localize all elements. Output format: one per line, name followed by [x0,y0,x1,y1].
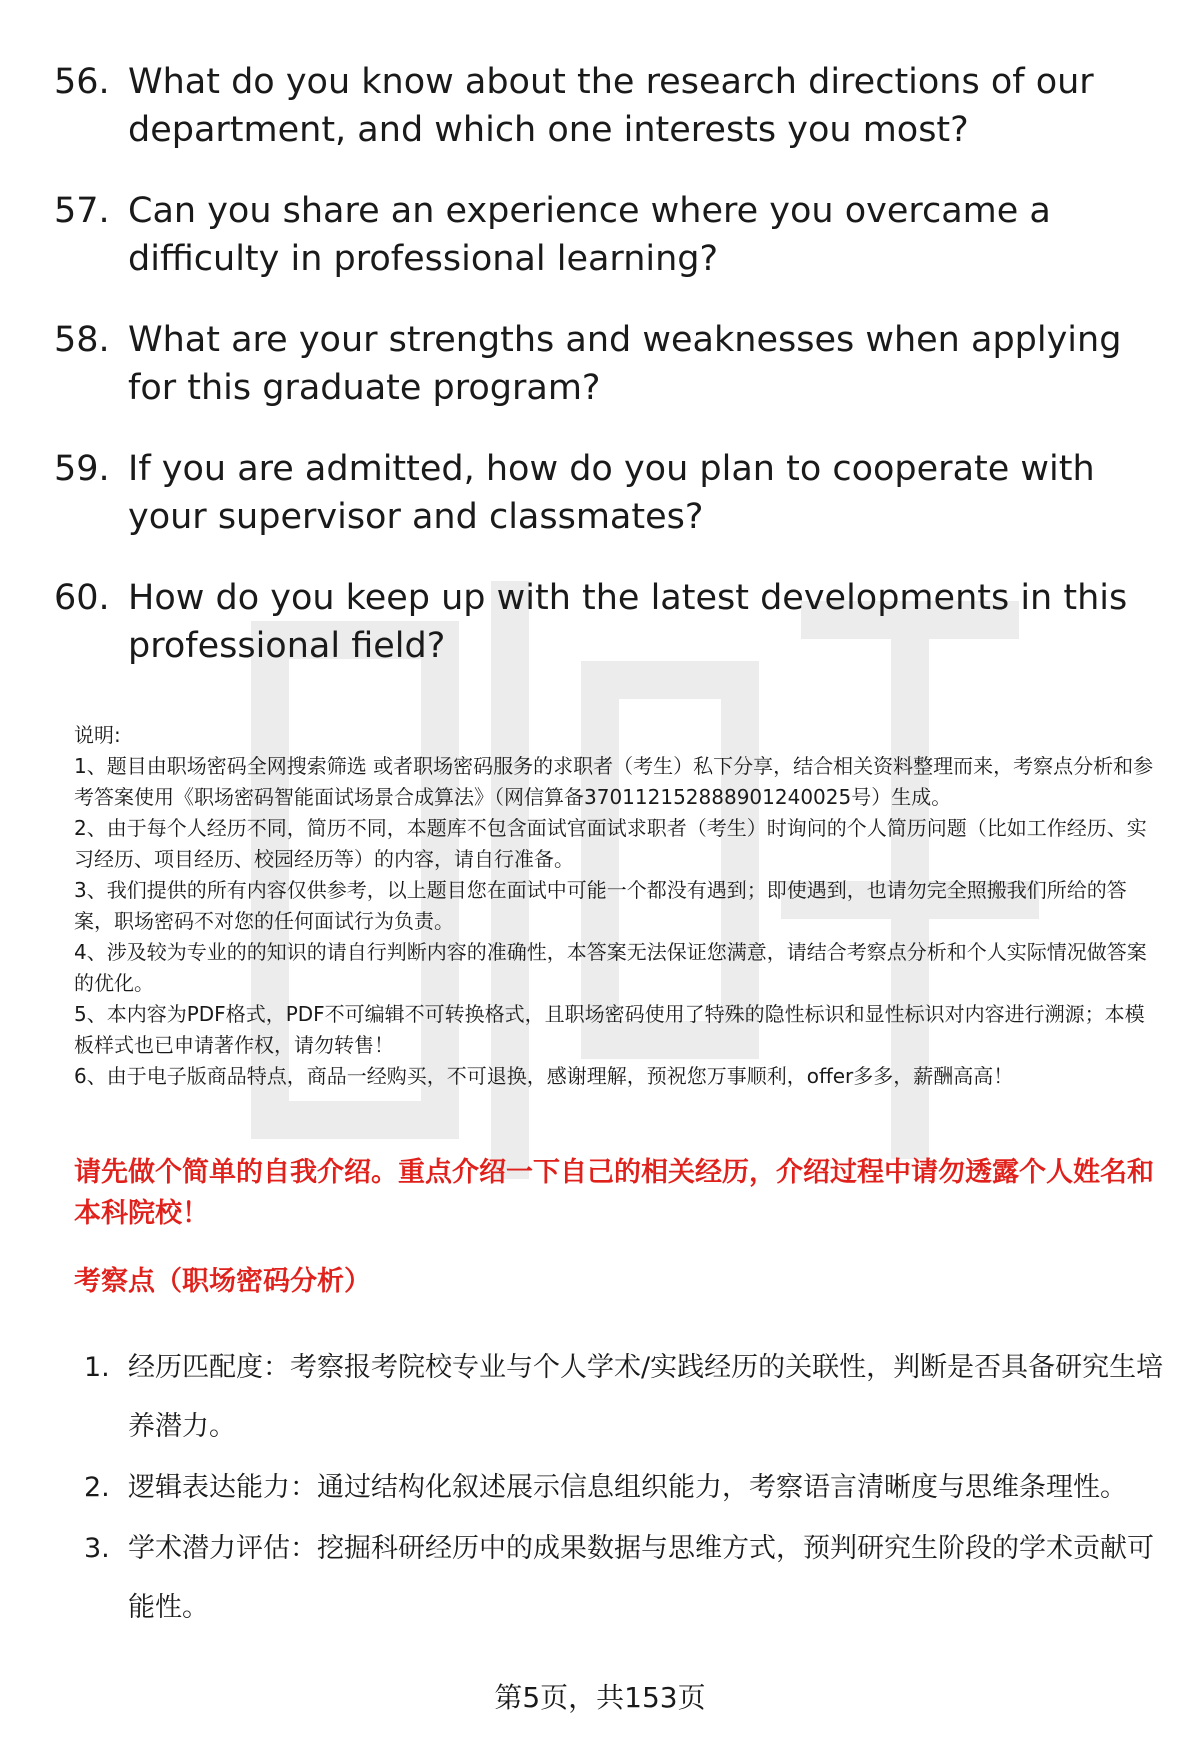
question-text: How do you keep up with the latest developments in this professional field? [128,578,1128,666]
list-item [84,1519,1164,1637]
list-item [84,1458,1164,1517]
point-text: 学术潜力评估：挖掘科研经历中的成果数据与思维方式，预判研究生阶段的学术贡献可能性。 [128,1533,1154,1623]
note-item: 4、涉及较为专业的的知识的请自行判断内容的准确性，本答案无法保证您满意，请结合考察点分析和个人实际情况做答案的优化。 [74,940,1147,995]
question-item [54,187,1164,283]
question-item [54,316,1164,412]
note-item: 6、由于电子版商品特点，商品一经购买，不可退换，感谢理解，预祝您万事顺利，offer多多，薪酬高高！ [74,1064,1014,1088]
question-list [54,58,1164,703]
question-text: What do you know about the research directions of our department, and which one interests you most? [128,62,1094,150]
question-item [54,574,1164,670]
note-item: 3、我们提供的所有内容仅供参考，以上题目您在面试中可能一个都没有遇到；即使遇到，也请勿完全照搬我们所给的答案，职场密码不对您的任何面试行为负责。 [74,878,1127,933]
point-number: 3. [84,1533,110,1564]
point-number: 2. [84,1472,110,1503]
notes-title: 说明: [74,723,121,747]
question-item [54,58,1164,154]
question-item [54,445,1164,541]
page-footer: 第5页，共153页 [494,1681,706,1714]
note-item: 1、题目由职场密码全网搜索筛选 或者职场密码服务的求职者（考生）私下分享，结合相关资料整理而来，考察点分析和参考答案使用《职场密码智能面试场景合成算法》（网信算备370112152888901240025号）生成。 [74,754,1154,809]
section-heading: 考察点（职场密码分析） [74,1266,371,1297]
note-item: 5、本内容为PDF格式，PDF不可编辑不可转换格式，且职场密码使用了特殊的隐性标识和显性标识对内容进行溯源；本模板样式也已申请著作权，请勿转售！ [74,1002,1145,1057]
question-number: 58. [54,320,110,360]
question-number: 60. [54,578,110,618]
question-number: 56. [54,62,110,102]
point-text: 经历匹配度：考察报考院校专业与个人学术/实践经历的关联性，判断是否具备研究生培养潜力。 [128,1352,1164,1442]
list-item [84,1338,1164,1456]
question-number: 57. [54,191,110,231]
question-text: Can you share an experience where you overcame a difficulty in professional learning? [128,191,1051,279]
point-text: 逻辑表达能力：通过结构化叙述展示信息组织能力，考察语言清晰度与思维条理性。 [128,1472,1127,1503]
notes-section [74,720,1164,1092]
question-number: 59. [54,449,110,489]
question-text: If you are admitted, how do you plan to cooperate with your supervisor and classmates? [128,449,1095,537]
point-number: 1. [84,1352,110,1383]
assessment-points [84,1338,1164,1639]
interview-prompt: 请先做个简单的自我介绍。重点介绍一下自己的相关经历，介绍过程中请勿透露个人姓名和本科院校！ [74,1157,1154,1229]
question-text: What are your strengths and weaknesses when applying for this graduate program? [128,320,1122,408]
note-item: 2、由于每个人经历不同，简历不同，本题库不包含面试官面试求职者（考生）时询问的个人简历问题（比如工作经历、实习经历、项目经历、校园经历等）的内容，请自行准备。 [74,816,1147,871]
